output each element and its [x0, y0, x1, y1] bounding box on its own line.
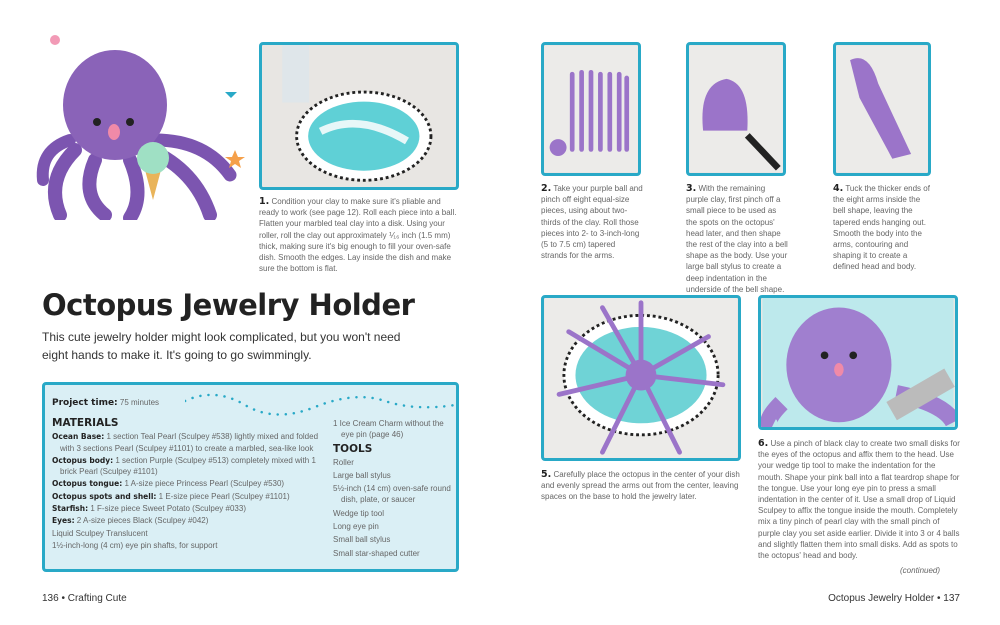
tool-item: Roller — [333, 457, 354, 467]
step-3: 3. With the remaining purple clay, first pinch off a small piece to be used as the spots on the octopus' head later, and then shape the rest of the clay into a bell shape as the body. Use your large ball stylus to create a deep indentation in the underside of the bell shape. — [686, 183, 788, 294]
octopus-illustration — [35, 30, 255, 220]
materials-heading: MATERIALS — [52, 417, 119, 430]
material-item: Octopus spots and shell: 1 E-size piece Pearl (Sculpey #1101) — [52, 491, 290, 501]
step3-photo — [686, 42, 786, 176]
page-footer-right: Octopus Jewelry Holder • 137 — [828, 593, 960, 604]
step1-photo — [259, 42, 459, 190]
material-item: Octopus body: 1 section Purple (Sculpey #513) completely mixed with 1 brick Pearl (Sculpey #1101) — [52, 455, 316, 477]
step5-photo — [541, 295, 741, 461]
materials-box — [42, 382, 459, 572]
tool-item: Small star-shaped cutter — [333, 548, 420, 558]
step6-photo — [758, 295, 958, 430]
material-item: Starfish: 1 F-size piece Sweet Potato (Sculpey #033) — [52, 504, 246, 514]
step-4: 4. Tuck the thicker ends of the eight arms inside the bell shape, leaving the tapered ends hanging out. Smooth the body into the arms, contouring and shaping it to create a defined head and body. — [833, 183, 930, 272]
step-1: 1. Condition your clay to make sure it's pliable and ready to work (see page 12). Roll each piece into a ball. Flatten your marbled teal clay into a disk. Using your roller, roll the clay out approximately ⅟₁₆ inch (1.5 mm) thick, making sure it's big enough to fill your oven-safe dish. Smooth the edges. Lay inside the dish and make sure the bottom is flat. — [259, 196, 457, 274]
project-time: Project time: 75 minutes — [52, 398, 160, 408]
tool-item: 5½-inch (14 cm) oven-safe round dish, plate, or saucer — [333, 484, 451, 505]
material-item: Eyes: 2 A-size pieces Black (Sculpey #042) — [52, 516, 209, 526]
tool-item: Large ball stylus — [333, 470, 391, 480]
step-5: 5. Carefully place the octopus in the center of your dish and evenly spread the arms out from the center, leaving spaces on the base to hold the jewelry later. — [541, 469, 740, 502]
material-item: 1½-inch-long (4 cm) eye pin shafts, for support — [52, 540, 218, 550]
material-item: Liquid Sculpey Translucent — [52, 528, 148, 538]
material-item: Ocean Base: 1 section Teal Pearl (Sculpey #538) lightly mixed and folded with 3 sections Pearl (Sculpey #1101) to create a marbled, sea-like look — [52, 432, 319, 453]
material-item: Octopus tongue: 1 A-size piece Princess Pearl (Sculpey #530) — [52, 479, 285, 489]
page-title: Octopus Jewelry Holder — [42, 288, 415, 322]
page-footer-left: 136 • Crafting Cute — [42, 593, 127, 604]
step4-photo — [833, 42, 931, 176]
intro-text: This cute jewelry holder might look complicated, but you won't need eight hands to make it. It's going to go swimmingly. — [42, 330, 401, 362]
step2-photo — [541, 42, 641, 176]
continued-note: (continued) — [900, 566, 941, 575]
tool-item: Long eye pin — [333, 522, 379, 532]
step-6: 6. Use a pinch of black clay to create two small disks for the eyes of the octopus and affix them to the head. Use your wedge tip tool to make the indentation for the mouth. Shape your pink ball into a flat teardrop shape for the tongue. Use your long eye pin to press a small indentation in the center of it. Use a small drop of Liquid Sculpey to affix the tongue inside the mouth. Completely mix a tiny pinch of pearl clay with the small pinch of purple clay you set aside earlier. Divide it into 3 or 4 balls and slightly flatten them into small disks. Add as spots to the octopus' head and body. — [758, 438, 960, 561]
tools-heading: TOOLS — [333, 442, 373, 455]
tool-item: Wedge tip tool — [333, 508, 384, 518]
step-2: 2. Take your purple ball and pinch off eight equal-size pieces, using about two-thirds of the clay. Roll those pieces into 2- to 3-inch-long (5 to 7.5 cm) tapered strands for the arms. — [541, 183, 643, 261]
material-item: 1 Ice Cream Charm without the eye pin (page 46) — [333, 419, 444, 440]
tool-item: Small ball stylus — [333, 535, 391, 545]
